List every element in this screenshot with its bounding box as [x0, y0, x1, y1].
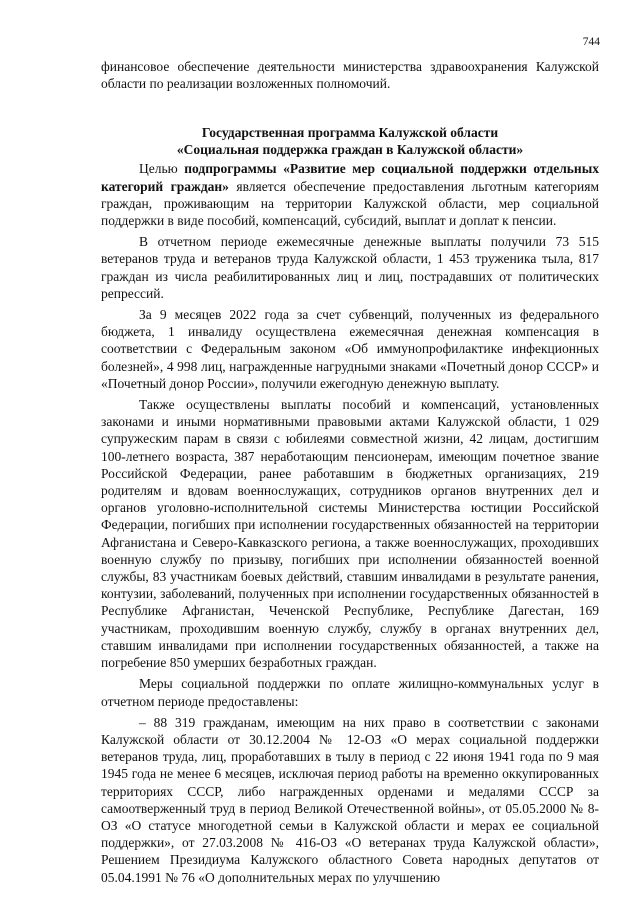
paragraph-goal-start: Целью — [139, 161, 185, 177]
heading-line-1: Государственная программа Калужской области — [201, 125, 499, 141]
paragraph-goal — [101, 160, 599, 229]
document-body — [101, 58, 599, 890]
page-number: 744 — [582, 36, 600, 48]
paragraph-monthly-payments: В отчетном периоде ежемесячные денежные выплаты получили 73 515 ветеранов труда и ветеранов труда Калужской области, 1 453 труженика тыла, 817 граждан из числа реабилитированных лиц и лиц, пострадавших от политических репрессий. — [101, 234, 599, 301]
paragraph-housing-recipients: – 88 319 гражданам, имеющим на них право в соответствии с законами Калужской области от 30.12.2004 № 12-ОЗ «О мерах социальной поддержки ветеранов труда, лиц, проработавших в тылу в период с 22 июня 1941 года по 9 мая 1945 года не менее 6 месяцев, исключая период работы на временно оккупированных территориях СССР, либо награжденных орденами и медалями СССР за самоотверженный труд в период Великой Отечественной войны», от 05.05.2000 № 8-ОЗ «О статусе многодетной семьи в Калужской области и мерах ее социальной поддержки», от 27.03.2008 № 416-ОЗ «О ветеранах труда Калужской области», Решением Президиума Калужского областного Совета народных депутатов от 05.04.1991 № 76 «О дополнительных мерах по улучшению — [101, 714, 599, 885]
subprogram-name: подпрограммы «Развитие мер социальной поддержки отдельных категорий граждан» — [101, 161, 599, 194]
paragraph-federal-subventions: За 9 месяцев 2022 года за счет субвенций, полученных из федерального бюджета, 1 инвалиду осуществлена ежемесячная денежная компенсация в соответствии с Федеральным законом «Об иммунопрофилактике инфекционных болезней», 4 998 лиц, награжденные нагрудными знаками «Почетный донор СССР» и «Почетный донор России», получили ежегодную денежную выплату. — [101, 307, 599, 391]
paragraph-housing-support: Меры социальной поддержки по оплате жилищно-коммунальных услуг в отчетном периоде предоставлены: — [101, 676, 599, 709]
heading-line-2: «Социальная поддержка граждан в Калужской области» — [176, 142, 524, 158]
section-heading — [101, 124, 599, 158]
paragraph-benefits-compensations: Также осуществлены выплаты пособий и компенсаций, установленных законами и иными нормативными правовыми актами Калужской области, 1 029 супружеским парам в связи с юбилеями совместной жизни, 42 лицам, достигшим 100-летнего возраста, 387 неработающим пенсионерам, имеющим почетное звание Российской Федерации, ранее работавшим в бюджетных организациях, 219 родителям и вдовам военнослужащих, сотрудников органов внутренних дел и органов уголовно-исполнительной системы Министерства юстиции Российской Федерации, погибших при исполнении государственных обязанностей на территории Афганистана и Северо-Кавказского региона, а также военнослужащих, проходивших военную службу по призыву, погибших при исполнении обязанностей военной службы, 83 участникам боевых действий, ставшим инвалидами в результате ранения, контузии, заболеваний, полученных при исполнении государственных обязанностей в Республике Афганистан, Чеченской Республике, Республике Дагестан, 169 участникам, проходившим военную службу, службу в органах внутренних дел, ставшим инвалидами при исполнении государственных обязанностей, а также на погребение 850 умерших безработных граждан. — [101, 397, 599, 671]
intro-continuation: финансовое обеспечение деятельности министерства здравоохранения Калужской области по реализации возложенных полномочий. — [101, 59, 599, 92]
paragraph-goal-end: является обеспечение предоставления льготным категориям граждан, проживающим на территории Калужской области, мер социальной поддержки в виде пособий, компенсаций, субсидий, выплат и доплат к пенсии. — [101, 178, 599, 229]
